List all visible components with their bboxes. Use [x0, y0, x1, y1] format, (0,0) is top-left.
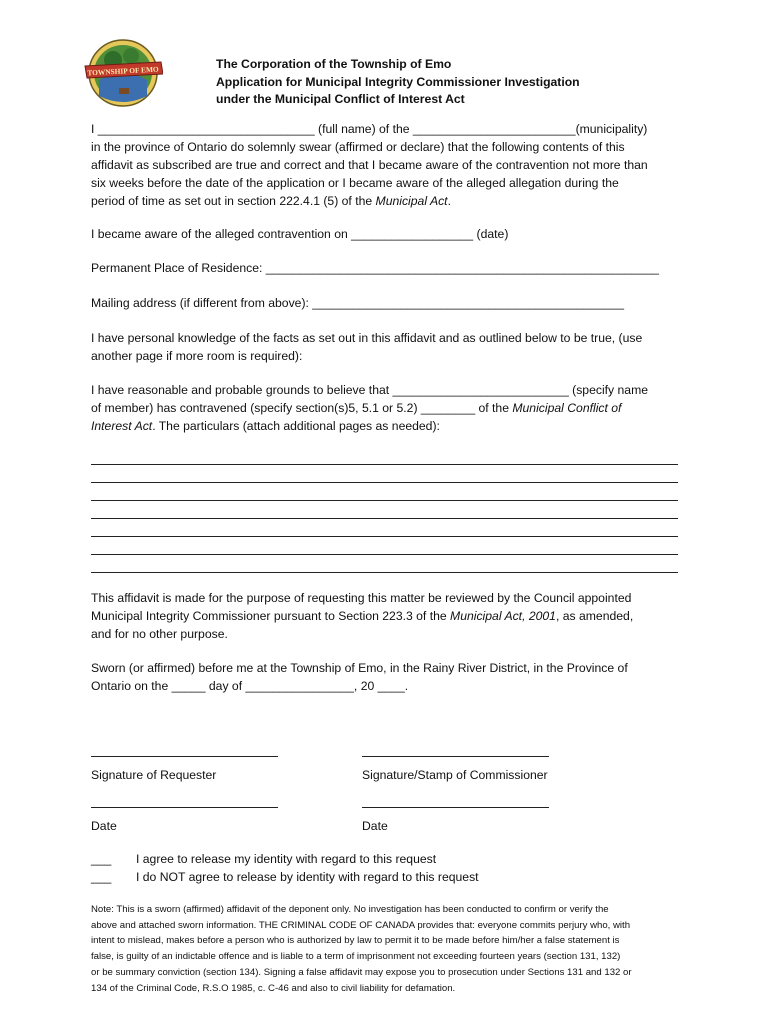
conflict-act-ref-a: Municipal Conflict of — [512, 401, 622, 415]
knowledge-statement — [91, 329, 681, 365]
title-line-3: under the Municipal Conflict of Interest Act — [216, 92, 465, 106]
grounds-line-2[interactable] — [91, 399, 681, 417]
note-line-2: above and attached sworn information. THE CRIMINAL CODE OF CANADA provides that: everyone commits perjury who, with — [91, 919, 631, 931]
purpose-line-1: This affidavit is made for the purpose of requesting this matter be reviewed by the Council appointed — [91, 591, 632, 605]
township-of-emo-crest-icon — [83, 36, 163, 110]
sworn-line-1: Sworn (or affirmed) before me at the Township of Emo, in the Rainy River District, in the Province of — [91, 661, 628, 675]
consent-agree-option[interactable] — [91, 850, 436, 868]
statement-line-2: in the province of Ontario do solemnly swear (affirmed or declare) that the following contents of this — [91, 140, 625, 154]
particulars-line[interactable] — [91, 451, 681, 469]
note-line-6: 134 of the Criminal Code, R.S.O 1985, c. C-46 and also to civil liability for defamation. — [91, 982, 456, 994]
commissioner-date-line[interactable] — [362, 806, 549, 808]
grounds-line-3 — [91, 417, 681, 435]
residence-field[interactable]: Permanent Place of Residence: __________________________________________________________ — [91, 261, 659, 275]
requester-date-block[interactable] — [91, 806, 278, 835]
commissioner-signature-label: Signature/Stamp of Commissioner — [362, 768, 548, 782]
knowledge-line-1: I have personal knowledge of the facts as set out in this affidavit and as outlined below to be true, (use — [91, 331, 643, 345]
agree-label: I agree to release my identity with regard to this request — [136, 852, 437, 866]
statement-line-5-end: . — [447, 194, 451, 208]
mailing-address-field[interactable]: Mailing address (if different from above): ______________________________________________ — [91, 296, 625, 310]
commissioner-date-label: Date — [362, 819, 388, 833]
aware-date-field[interactable]: I became aware of the alleged contravention on __________________ (date) — [91, 227, 509, 241]
purpose-line-2-end: , as amended, — [555, 609, 634, 623]
particulars-line[interactable] — [91, 487, 681, 505]
statement-line-3: affidavit as subscribed are true and correct and that I became aware of the contravention not more than — [91, 158, 648, 172]
particulars-line[interactable] — [91, 559, 681, 577]
requester-signature-block[interactable] — [91, 755, 278, 784]
consent-disagree-option[interactable] — [91, 868, 479, 886]
disagree-label: I do NOT agree to release by identity with regard to this request — [136, 870, 479, 884]
title-line-1: The Corporation of the Township of Emo — [216, 57, 452, 71]
statement-line-5 — [91, 192, 681, 210]
municipal-act-2001-ref: Municipal Act, 2001 — [450, 609, 556, 623]
grounds-line-1[interactable]: I have reasonable and probable grounds to believe that __________________________ (specify name — [91, 383, 649, 397]
statement-line-1: I ________________________________ (full name) of the ________________________(municipality) — [91, 122, 648, 136]
purpose-line-2 — [91, 607, 681, 625]
statement-line-4: six weeks before the date of the application or I became aware of the alleged allegation during the — [91, 176, 619, 190]
grounds-statement — [91, 381, 681, 435]
municipal-act-ref: Municipal Act — [375, 194, 448, 208]
agree-checkbox[interactable]: ___ — [91, 852, 112, 866]
purpose-statement — [91, 589, 681, 643]
particulars-line[interactable] — [91, 469, 681, 487]
statement-line-5-text: period of time as set out in section 222.4.1 (5) of the — [91, 194, 376, 208]
commissioner-date-block[interactable] — [362, 806, 549, 835]
title-line-2: Application for Municipal Integrity Commissioner Investigation — [216, 74, 580, 89]
particulars-lines[interactable] — [91, 451, 681, 577]
logo-banner-text: TOWNSHIP OF EMO — [87, 64, 159, 78]
purpose-line-3: and for no other purpose. — [91, 627, 228, 641]
particulars-line[interactable] — [91, 523, 681, 541]
grounds-line-3-text: . The particulars (attach additional pages as needed): — [152, 419, 440, 433]
requester-signature-label: Signature of Requester — [91, 768, 217, 782]
note-line-3: intent to mislead, makes before a person who is authorized by law to permit it to be made before him/her a false statement is — [91, 935, 620, 947]
requester-signature-line[interactable] — [91, 755, 278, 757]
document-title-block — [216, 56, 580, 109]
note-line-4: false, is guilty of an indictable offence and is liable to a term of imprisonment not exceeding fourteen years (section 131, 132) — [91, 951, 621, 963]
township-logo — [83, 36, 163, 110]
affidavit-statement — [91, 120, 681, 210]
sworn-line-2[interactable]: Ontario on the _____ day of ________________, 20 ____. — [91, 679, 409, 693]
requester-date-line[interactable] — [91, 806, 278, 808]
requester-date-label: Date — [91, 819, 117, 833]
particulars-line[interactable] — [91, 541, 681, 559]
particulars-line[interactable] — [91, 505, 681, 523]
commissioner-signature-line[interactable] — [362, 755, 549, 757]
note-line-1: Note: This is a sworn (affirmed) affidavit of the deponent only. No investigation has been conducted to confirm or verify the — [91, 904, 609, 915]
sworn-statement — [91, 659, 681, 695]
knowledge-line-2: another page if more room is required): — [91, 349, 303, 363]
purpose-line-2-text: Municipal Integrity Commissioner pursuant to Section 223.3 of the — [91, 609, 451, 623]
note-line-5: or be summary conviction (section 134). Signing a false affidavit may expose you to prosecution under Sections 131 and 132 or — [91, 966, 632, 978]
legal-note — [91, 902, 681, 996]
commissioner-signature-block[interactable] — [362, 755, 549, 784]
conflict-act-ref-b: Interest Act — [91, 419, 153, 433]
grounds-line-2-text: of member) has contravened (specify section(s)5, 5.1 or 5.2) ________ of the — [91, 401, 513, 415]
disagree-checkbox[interactable]: ___ — [91, 870, 112, 884]
